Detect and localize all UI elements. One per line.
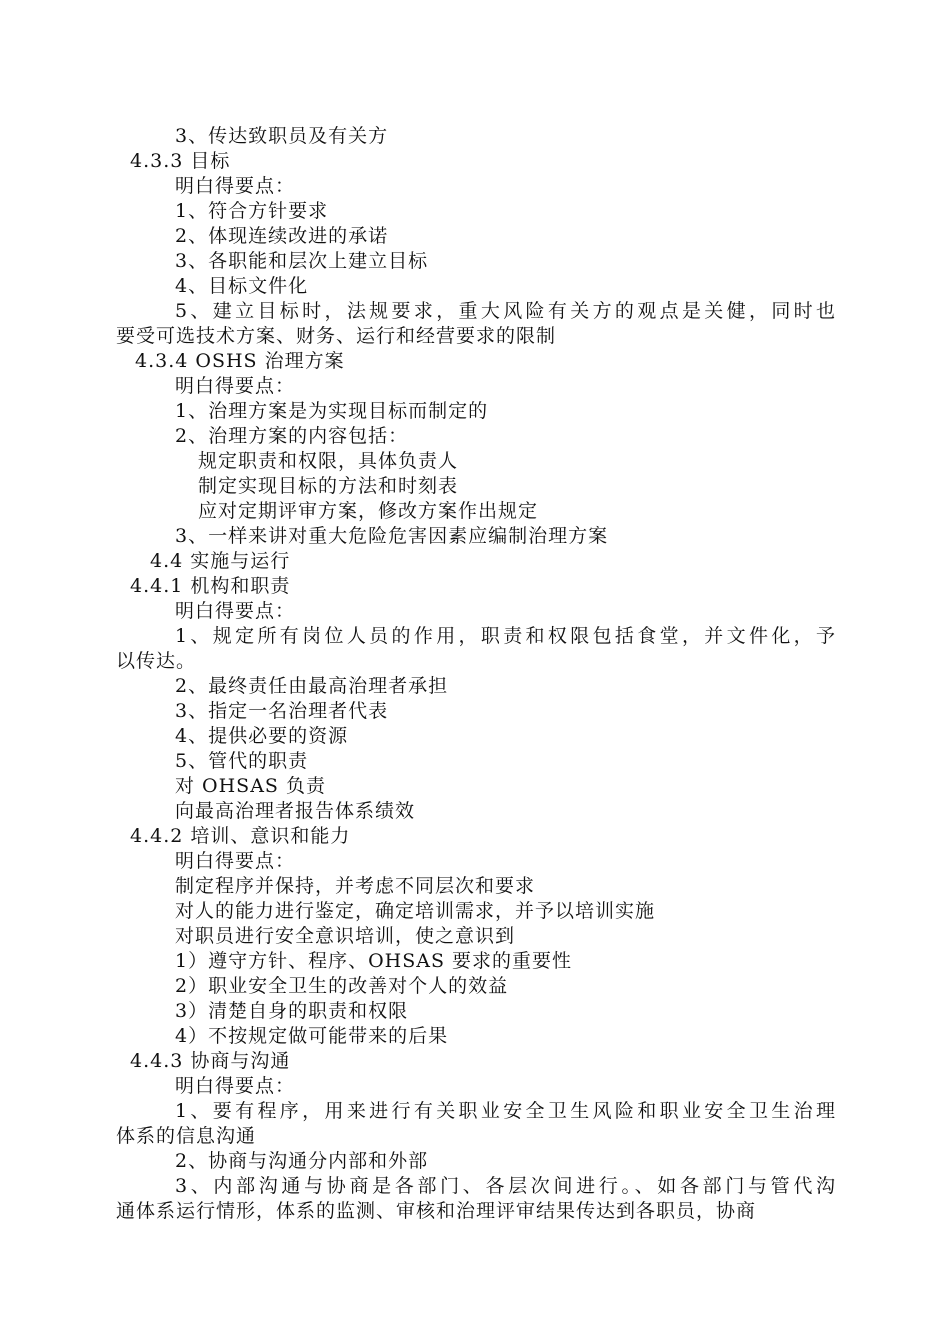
text-line: 3、传达致职员及有关方 (175, 125, 389, 147)
text-line: 2、治理方案的内容包括： (175, 425, 409, 447)
text-line: 通体系运行情形，体系的监测、审核和治理评审结果传达到各职员，协商 (116, 1200, 757, 1222)
text-line: 4.4.1 机构和职责 (130, 575, 291, 597)
text-line: 3、一样来讲对重大危险危害因素应编制治理方案 (175, 525, 609, 547)
text-line: 2、协商与沟通分内部和外部 (175, 1150, 429, 1172)
text-line: 对人的能力进行鉴定，确定培训需求，并予以培训实施 (175, 900, 656, 922)
text-line: 制定程序并保持，并考虑不同层次和要求 (175, 875, 536, 897)
text-line: 4、目标文件化 (175, 275, 309, 297)
text-line: 5、管代的职责 (175, 750, 309, 772)
text-line: 1、要有程序，用来进行有关职业安全卫生风险和职业安全卫生治理 (175, 1100, 836, 1122)
text-line: 1、符合方针要求 (175, 200, 329, 222)
text-line: 1）遵守方针、程序、OHSAS 要求的重要性 (175, 950, 573, 972)
text-line: 1、规定所有岗位人员的作用，职责和权限包括食堂，并文件化，予 (175, 625, 836, 647)
text-line: 3）清楚自身的职责和权限 (175, 1000, 409, 1022)
text-line: 明白得要点： (175, 175, 296, 197)
text-line: 5、建立目标时，法规要求，重大风险有关方的观点是关健，同时也 (175, 300, 836, 322)
text-line: 明白得要点： (175, 375, 296, 397)
text-line: 制定实现目标的方法和时刻表 (198, 475, 459, 497)
text-line: 应对定期评审方案，修改方案作出规定 (198, 500, 539, 522)
text-line: 4.3.4 OSHS 治理方案 (135, 350, 345, 372)
text-line: 4.3.3 目标 (130, 150, 231, 172)
text-line: 明白得要点： (175, 850, 296, 872)
text-line: 4）不按规定做可能带来的后果 (175, 1025, 449, 1047)
text-line: 以传达。 (116, 650, 197, 672)
text-line: 3、指定一名治理者代表 (175, 700, 389, 722)
text-line: 向最高治理者报告体系绩效 (175, 800, 416, 822)
text-line: 明白得要点： (175, 1075, 296, 1097)
text-line: 要受可选技术方案、财务、运行和经营要求的限制 (116, 325, 557, 347)
text-line: 体系的信息沟通 (116, 1125, 257, 1147)
text-line: 4、提供必要的资源 (175, 725, 349, 747)
text-line: 4.4 实施与运行 (150, 550, 291, 572)
text-line: 明白得要点： (175, 600, 296, 622)
text-line: 2、最终责任由最高治理者承担 (175, 675, 449, 697)
text-line: 3、各职能和层次上建立目标 (175, 250, 429, 272)
document-body (0, 124, 950, 1224)
text-line: 规定职责和权限，具体负责人 (198, 450, 459, 472)
text-line: 2、体现连续改进的承诺 (175, 225, 389, 247)
text-line: 1、治理方案是为实现目标而制定的 (175, 400, 489, 422)
text-line: 3、内部沟通与协商是各部门、各层次间进行。、如各部门与管代沟 (175, 1175, 836, 1197)
text-line: 4.4.3 协商与沟通 (130, 1050, 291, 1072)
text-line: 对 OHSAS 负责 (175, 775, 326, 797)
text-line: 4.4.2 培训、意识和能力 (130, 825, 351, 847)
text-line: 对职员进行安全意识培训，使之意识到 (175, 925, 516, 947)
text-line: 2）职业安全卫生的改善对个人的效益 (175, 975, 509, 997)
